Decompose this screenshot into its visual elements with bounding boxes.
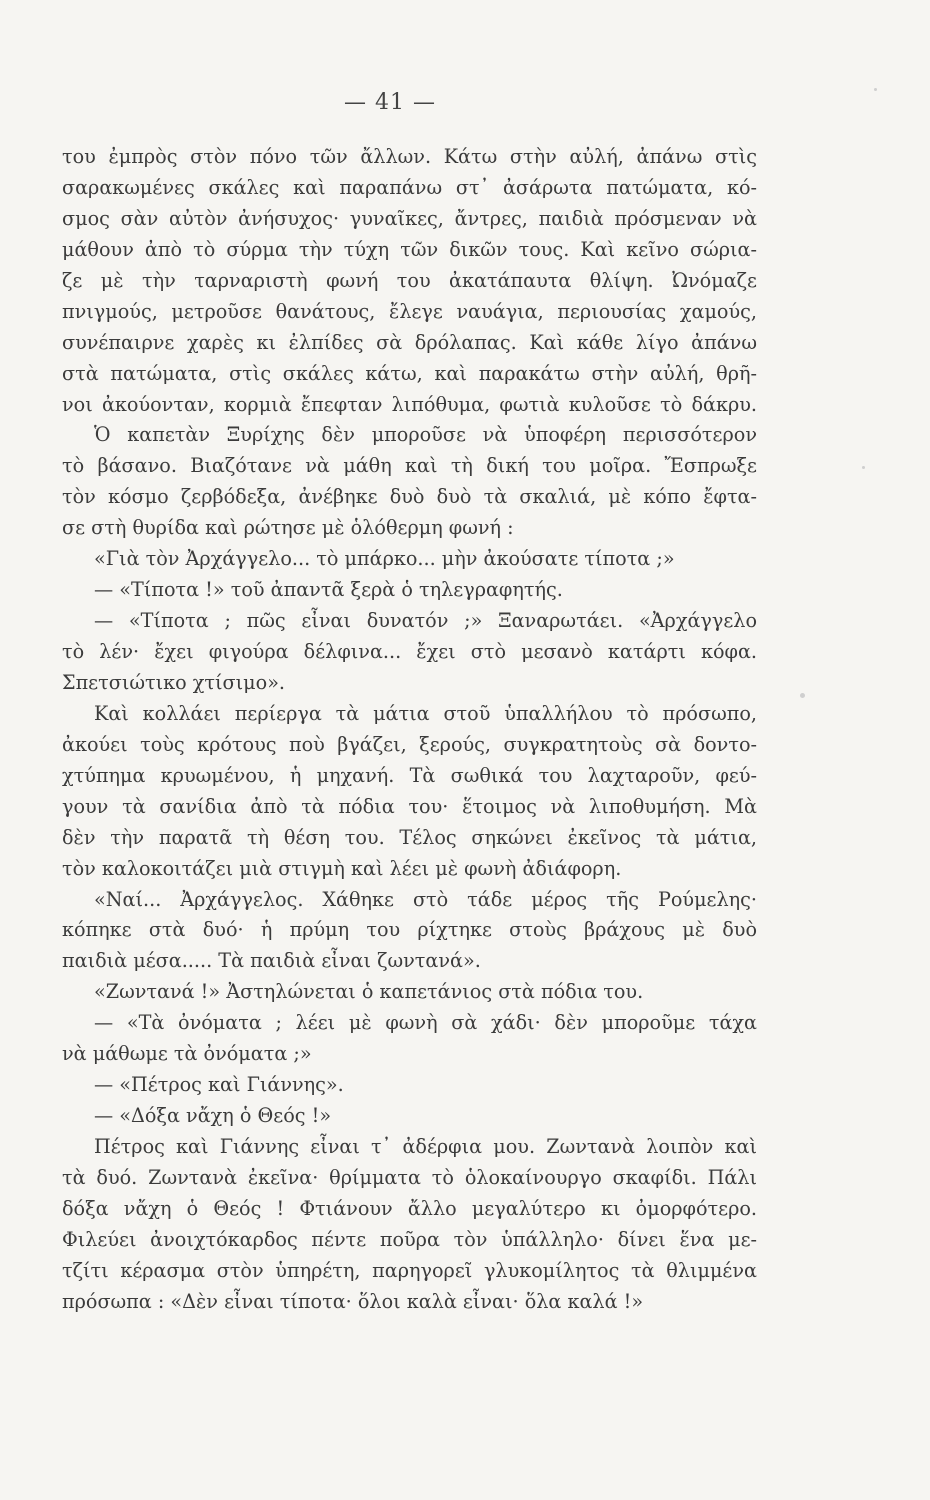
paper-speck — [862, 466, 865, 469]
text-line: — «Τὰ ὀνόματα ; λέει μὲ φωνὴ σὰ χάδι· δὲν μποροῦμε τάχα — [94, 1011, 757, 1035]
text-line: τὸ λέν· ἔχει φιγούρα δέλφινα... ἔχει στὸ μεσανὸ κατάρτι κόφα. — [62, 640, 757, 663]
text-line: στὰ πατώματα, στὶς σκάλες κάτω, καὶ παρακάτω στὴν αὐλή, θρῆ- — [62, 361, 757, 385]
text-line: Ὁ καπετὰν Ξυρίχης δὲν μποροῦσε νὰ ὑποφέρη περισσότερον — [94, 423, 757, 447]
text-line: — «Πέτρος καὶ Γιάννης». — [94, 1073, 344, 1097]
text-line: ζε μὲ τὴν ταρναριστὴ φωνή του ἀκατάπαυτα θλίψη. Ὠνόμαζε — [62, 268, 757, 292]
text-line: τζίτι κέρασμα στὸν ὑπηρέτη, παρηγορεῖ γλυκομίλητος τὰ θλιμμένα — [62, 1258, 757, 1282]
text-line: τὰ δυό. Ζωντανὰ ἐκεῖνα· θρίμματα τὸ ὁλοκαίνουργο σκαφίδι. Πάλι — [62, 1165, 757, 1189]
body-text — [62, 142, 757, 1318]
text-line: τὸ βάσανο. Βιαζότανε νὰ μάθη καὶ τὴ δική του μοῖρα. Ἔσπρωξε — [62, 454, 757, 478]
text-line: νὰ μάθωμε τὰ ὀνόματα ;» — [62, 1042, 312, 1066]
text-line: «Ζωντανά !» Ἀστηλώνεται ὁ καπετάνιος στὰ πόδια του. — [94, 980, 644, 1004]
text-line: «Γιὰ τὸν Ἀρχάγγελο... τὸ μπάρκο... μὴν ἀκούσατε τίποτα ;» — [94, 547, 675, 571]
paper-speck — [800, 693, 805, 698]
text-line: «Ναί... Ἀρχάγγελος. Χάθηκε στὸ τάδε μέρος τῆς Ρούμελης· — [94, 887, 757, 911]
text-line: παιδιὰ μέσα..... Τὰ παιδιὰ εἶναι ζωντανά». — [62, 949, 481, 973]
text-line: — «Δόξα νἄχη ὁ Θεός !» — [94, 1104, 332, 1128]
text-line: συνέπαιρνε χαρὲς κι ἐλπίδες σὰ δρόλαπας. Καὶ κάθε λίγο ἀπάνω — [62, 330, 757, 354]
text-line: Φιλεύει ἀνοιχτόκαρδος πέντε ποῦρα τὸν ὑπάλληλο· δίνει ἕνα με- — [62, 1227, 757, 1251]
text-line: Πέτρος καὶ Γιάννης εἶναι τ᾿ ἀδέρφια μου. Ζωντανὰ λοιπὸν καὶ — [94, 1135, 757, 1158]
text-line: Καὶ κολλάει περίεργα τὰ μάτια στοῦ ὑπαλλήλου τὸ πρόσωπο, — [94, 701, 757, 725]
text-line: του ἐμπρὸς στὸν πόνο τῶν ἄλλων. Κάτω στὴν αὐλή, ἀπάνω στὶς — [62, 145, 757, 168]
text-line: χτύπημα κρυωμένου, ἡ μηχανή. Τὰ σωθικά του λαχταροῦν, φεύ- — [62, 763, 757, 787]
text-line: γουν τὰ σανίδια ἀπὸ τὰ πόδια του· ἕτοιμος νὰ λιποθυμήση. Μὰ — [62, 794, 757, 818]
text-line: σμος σὰν αὐτὸν ἀνήσυχος· γυναῖκες, ἄντρες, παιδιὰ πρόσμεναν νὰ — [62, 206, 757, 230]
paper-speck — [874, 88, 877, 91]
text-line: κόπηκε στὰ δυό· ἡ πρύμη του ρίχτηκε στοὺς βράχους μὲ δυὸ — [62, 918, 757, 942]
text-line: τὸν καλοκοιτάζει μιὰ στιγμὴ καὶ λέει μὲ φωνὴ ἀδιάφορη. — [62, 856, 622, 880]
text-line: νοι ἀκούονταν, κορμιὰ ἔπεφταν λιπόθυμα, φωτιὰ κυλοῦσε τὸ δάκρυ. — [62, 392, 757, 416]
text-line: πρόσωπα : «Δὲν εἶναι τίποτα· ὅλοι καλὰ εἶναι· ὅλα καλά !» — [62, 1289, 644, 1313]
text-line: — «Τίποτα ; πῶς εἶναι δυνατόν ;» Ξαναρωτάει. «Ἀρχάγγελο — [94, 609, 757, 633]
text-line: δόξα νἄχη ὁ Θεός ! Φτιάνουν ἄλλο μεγαλύτερο κι ὀμορφότερο. — [62, 1196, 757, 1220]
text-line: Σπετσιώτικο χτίσιμο». — [62, 670, 286, 694]
text-line: σε στὴ θυρίδα καὶ ρώτησε μὲ ὁλόθερμη φωνή : — [62, 516, 514, 540]
text-line: μάθουν ἀπὸ τὸ σύρμα τὴν τύχη τῶν δικῶν τους. Καὶ κεῖνο σώρια- — [62, 237, 757, 261]
text-line: δὲν τὴν παρατᾶ τὴ θέση του. Τέλος σηκώνει ἐκεῖνος τὰ μάτια, — [62, 825, 757, 849]
text-line: τὸν κόσμο ζερβόδεξα, ἀνέβηκε δυὸ δυὸ τὰ σκαλιά, μὲ κόπο ἔφτα- — [62, 485, 757, 509]
text-line: πνιγμούς, μετροῦσε θανάτους, ἔλεγε ναυάγια, περιουσίας χαμούς, — [62, 299, 757, 323]
text-line: σαρακωμένες σκάλες καὶ παραπάνω στ᾿ ἀσάρωτα πατώματα, κό- — [62, 175, 757, 199]
page-number: — 41 — — [344, 90, 436, 115]
text-line: ἀκούει τοὺς κρότους ποὺ βγάζει, ξερούς, συγκρατητοὺς σὰ δοντο- — [62, 732, 757, 756]
text-line: — «Τίποτα !» τοῦ ἀπαντᾶ ξερὰ ὁ τηλεγραφητής. — [94, 578, 563, 602]
